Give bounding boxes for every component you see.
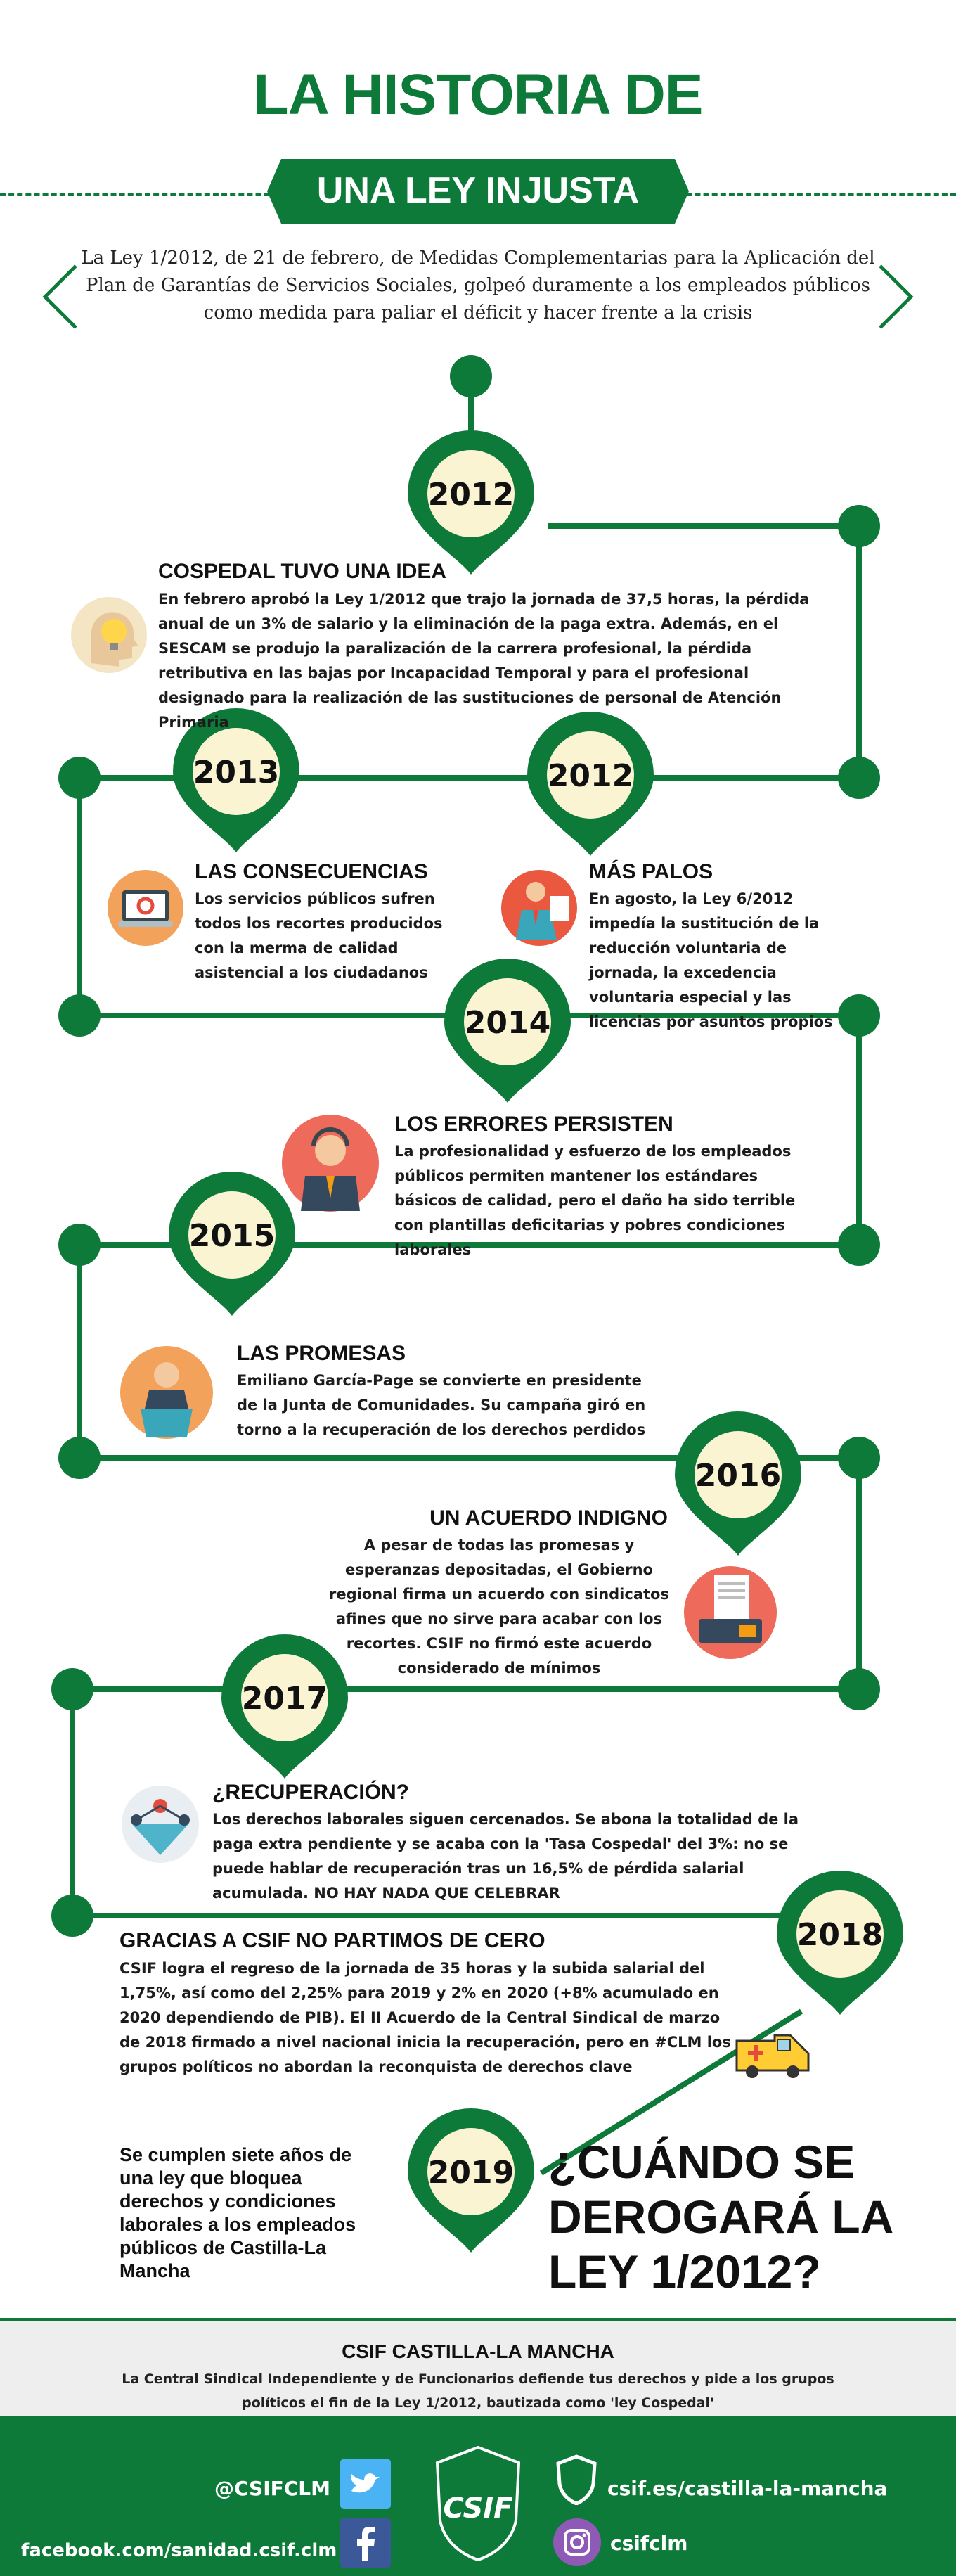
svg-text:2012: 2012 [427,477,515,513]
svg-text:2014: 2014 [464,1005,551,1041]
intro-text: La Ley 1/2012, de 21 de febrero, de Medidas Complementarias para la Aplicación del Plan de Garantías de Servicios Sociales, golpeó duramente a los empleados públicos como medida para paliar el déficit y hacer frente a la crisis [81,248,875,323]
pin-2015 [169,1172,295,1316]
pin-2016 [675,1411,801,1556]
footer-description: La Central Sindical Independiente y de Funcionarios defiende tus derechos y pide a los grupos políticos el fin de la Ley 1/2012, bautizada como 'ley Cospedal' [122,2371,834,2411]
businessman-icon [500,869,578,947]
twitter-link[interactable]: @CSIFCLM [214,2477,330,2500]
instagram-link[interactable]: csifclm [610,2532,688,2555]
laptop-settings-icon [107,869,184,947]
section-body-2012b: En agosto, la Ley 6/2012 impedía la sustitución de la reducción voluntaria de jornada, la excedencia voluntaria especial y las licencias por asuntos propios [589,890,833,1030]
svg-text:2015: 2015 [188,1218,276,1254]
svg-text:CSIF: CSIF [443,2492,513,2525]
section-body-2012: En febrero aprobó la Ley 1/2012 que trajo la jornada de 37,5 horas, la pérdida anual de un 3% de salario y la eliminación de la paga extra. Además, en el SESCAM se produjo la paralización de la carrera profesional, la pérdida retributiva en las bajas por Incapacidad Temporal y para el profesional designado para la realización de las sustituciones de personal de Atención Primaria [158,591,810,731]
closing-text: Se cumplen siete años de una ley que bloquea derechos y condiciones laborales a los empleados públicos de Castilla-La Mancha [119,2144,356,2281]
operator-headset-icon [281,1114,380,1212]
pin-2019 [408,2108,534,2253]
section-title-2018: GRACIAS A CSIF NO PARTIMOS DE CERO [119,1929,545,1952]
section-body-2017: Los derechos laborales siguen cercenados. Se abona la totalidad de la paga extra pendiente y se acaba con la 'Tasa Cospedal' del 3%: no se puede hablar de recuperación tras un 16,5% de pérdida salarial acumulada. NO HAY NADA QUE CELEBRAR [212,1811,799,1902]
shield-icon [555,2454,598,2505]
csif-logo [432,2443,524,2563]
document-signature-icon [683,1565,778,1660]
section-title-2012b: MÁS PALOS [589,860,713,883]
svg-text:2017: 2017 [241,1681,328,1717]
svg-text:2013: 2013 [193,755,280,790]
closing-question: ¿CUÁNDO SE DEROGARÁ LA LEY 1/2012? [548,2136,892,2298]
section-body-2018: CSIF logra el regreso de la jornada de 35 horas y la subida salarial del 1,75%, así como del 2,25% para 2019 y 2% en 2020 (+8% acumulado en 2020 dependiendo de PIB). El II Acuerdo de la Central Sindical de marzo de 2018 firmado a nivel nacional inicia la recuperación, pero en #CLM los grupos políticos no abordan la reconquista de derechos clave [119,1960,731,2075]
page-title: LA HISTORIA DE [253,63,703,127]
network-people-icon [121,1785,200,1864]
section-body-2014: La profesionalidad y esfuerzo de los empleados públicos permiten mantener los estándares básicos de calidad, pero el daño ha sido terrible con plantillas deficitarias y pobres condiciones laborales [394,1143,796,1258]
section-title-2015: LAS PROMESAS [237,1342,406,1365]
section-title-2013: LAS CONSECUENCIAS [195,860,428,883]
website-link[interactable]: csif.es/castilla-la-mancha [607,2477,888,2500]
svg-text:2019: 2019 [427,2155,515,2191]
section-title-2016: UN ACUERDO INDIGNO [429,1506,668,1530]
footer-title: CSIF CASTILLA-LA MANCHA [342,2340,614,2362]
page-subtitle: UNA LEY INJUSTA [316,170,640,211]
pin-2014 [444,959,571,1103]
instagram-icon[interactable] [553,2518,602,2567]
section-body-2013: Los servicios públicos sufren todos los recortes producidos con la merma de calidad asistencial a los ciudadanos [195,890,443,981]
twitter-icon[interactable] [340,2459,391,2509]
section-title-2014: LOS ERRORES PERSISTEN [394,1113,673,1136]
facebook-icon[interactable] [340,2518,391,2568]
section-body-2016: A pesar de todas las promesas y esperanzas depositadas, el Gobierno regional firma un acuerdo con sindicatos afines que no sirve para acabar con los recortes. CSIF no firmó este acuerdo considerado de mínimos [329,1537,669,1677]
section-body-2015: Emiliano García-Page se convierte en presidente de la Junta de Comunidades. Su campaña giró en torno a la recuperación de los derechos perdidos [237,1372,646,1438]
facebook-link[interactable]: facebook.com/sanidad.csif.clm [21,2540,337,2561]
svg-text:2012: 2012 [547,758,634,794]
section-title-2012: COSPEDAL TUVO UNA IDEA [158,560,447,583]
svg-text:2018: 2018 [796,1917,884,1953]
svg-text:2016: 2016 [695,1458,782,1494]
pin-2012 [408,430,534,575]
speaker-podium-icon [119,1345,214,1440]
section-title-2017: ¿RECUPERACIÓN? [212,1781,410,1804]
lightbulb-head-icon [70,596,148,674]
